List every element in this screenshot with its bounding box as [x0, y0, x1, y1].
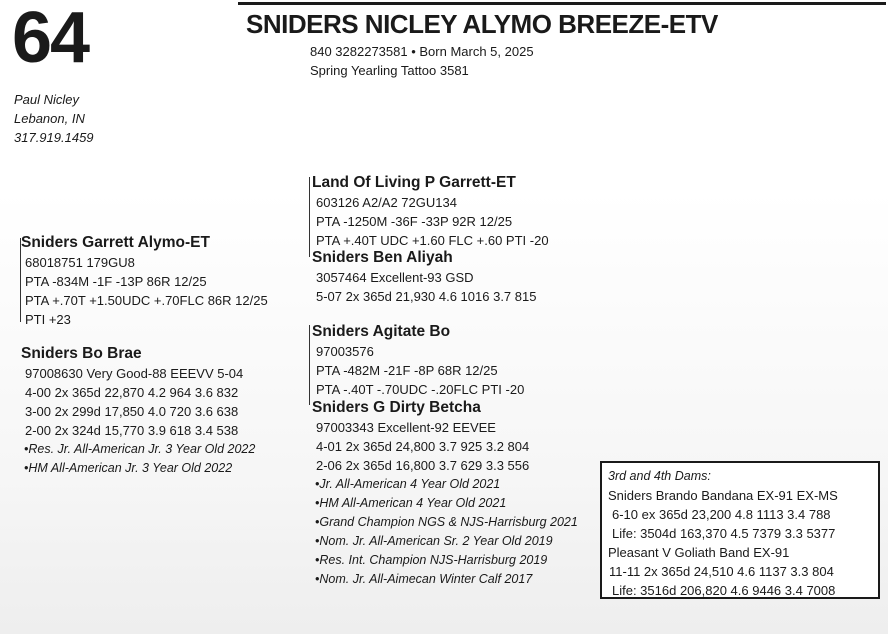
- pedigree-line-dam-sire: [309, 325, 310, 405]
- third-dam-record: 6-10 ex 365d 23,200 4.8 1113 3.4 788: [612, 507, 831, 522]
- dam-dam-award: •HM All-American 4 Year Old 2021: [315, 496, 507, 510]
- dam-registration: 97008630 Very Good-88 EEEVV 5-04: [25, 366, 244, 381]
- header-rule: [238, 2, 886, 5]
- dam-dam-record: 2-06 2x 365d 16,800 3.7 629 3.3 556: [316, 458, 530, 473]
- dam-sire-pta-type: PTA -.40T -.70UDC -.20FLC PTI -20: [316, 382, 525, 397]
- consignor-location: Lebanon, IN: [14, 111, 85, 126]
- sire-sire-block: [312, 173, 549, 250]
- dam-dam-registration: 97003343 Excellent-92 EEVEE: [316, 420, 496, 435]
- fourth-dam-lifetime: Life: 3516d 206,820 4.6 9446 3.4 7008: [612, 583, 836, 598]
- third-dam-name: Sniders Brando Bandana EX-91 EX-MS: [608, 488, 838, 503]
- sire-block: [21, 233, 268, 329]
- sire-pta-production: PTA -834M -1F -13P 86R 12/25: [25, 274, 207, 289]
- dam-dam-award: •Nom. Jr. All-American Sr. 2 Year Old 2019: [315, 534, 553, 548]
- fourth-dam-record: 11-11 2x 365d 24,510 4.6 1137 3.3 804: [609, 564, 834, 579]
- sire-sire-name: Land Of Living P Garrett-ET: [312, 174, 516, 191]
- dam-sire-pta-production: PTA -482M -21F -8P 68R 12/25: [316, 363, 498, 378]
- sire-sire-registration: 603126 A2/A2 72GU134: [316, 195, 457, 210]
- dams-box-title: 3rd and 4th Dams:: [608, 469, 711, 483]
- dam-record: 3-00 2x 299d 17,850 4.0 720 3.6 638: [25, 404, 239, 419]
- dam-award: •HM All-American Jr. 3 Year Old 2022: [24, 461, 233, 475]
- class-line: Spring Yearling Tattoo 3581: [310, 63, 469, 78]
- sire-registration: 68018751 179GU8: [25, 255, 135, 270]
- dam-award: •Res. Jr. All-American Jr. 3 Year Old 2022: [24, 442, 256, 456]
- dam-record: 4-00 2x 365d 22,870 4.2 964 3.6 832: [25, 385, 239, 400]
- dam-dam-award: •Nom. Jr. All-Aimecan Winter Calf 2017: [315, 572, 533, 586]
- sire-name: Sniders Garrett Alymo-ET: [21, 234, 210, 251]
- dam-sire-name: Sniders Agitate Bo: [312, 323, 451, 340]
- dam-dam-award: •Res. Int. Champion NJS-Harrisburg 2019: [315, 553, 548, 567]
- dam-dam-name: Sniders G Dirty Betcha: [312, 399, 481, 416]
- sire-dam-registration: 3057464 Excellent-93 GSD: [316, 270, 474, 285]
- dam-dam-record: 4-01 2x 365d 24,800 3.7 925 3.2 804: [316, 439, 530, 454]
- sire-dam-name: Sniders Ben Aliyah: [312, 249, 453, 266]
- lot-number: 64: [12, 0, 89, 78]
- dam-dam-award: •Jr. All-American 4 Year Old 2021: [315, 477, 501, 491]
- sire-dam-block: [312, 248, 536, 306]
- sire-pti: PTI +23: [25, 312, 71, 327]
- third-dam-lifetime: Life: 3504d 163,370 4.5 7379 3.3 5377: [612, 526, 836, 541]
- dam-block: [21, 344, 255, 478]
- sire-pta-type: PTA +.70T +1.50UDC +.70FLC 86R 12/25: [25, 293, 268, 308]
- consignor-info: [14, 90, 94, 147]
- dam-sire-block: [312, 322, 524, 399]
- sire-sire-pta-type: PTA +.40T UDC +1.60 FLC +.60 PTI -20: [316, 233, 549, 248]
- consignor-phone: 317.919.1459: [14, 130, 94, 145]
- dam-dam-award: •Grand Champion NGS & NJS-Harrisburg 2021: [315, 515, 578, 529]
- dam-name: Sniders Bo Brae: [21, 345, 142, 362]
- fourth-dam-name: Pleasant V Goliath Band EX-91: [608, 545, 790, 560]
- third-fourth-dams-box: [600, 461, 880, 599]
- consignor-name: Paul Nicley: [14, 92, 80, 107]
- id-line: 840 3282273581 • Born March 5, 2025: [310, 44, 534, 59]
- sire-sire-pta-production: PTA -1250M -36F -33P 92R 12/25: [316, 214, 513, 229]
- animal-name: SNIDERS NICLEY ALYMO BREEZE-ETV: [246, 9, 718, 39]
- sire-dam-record: 5-07 2x 365d 21,930 4.6 1016 3.7 815: [316, 289, 537, 304]
- dam-dam-block: [312, 398, 578, 589]
- dam-sire-registration: 97003576: [316, 344, 374, 359]
- pedigree-line-sire-sire: [309, 177, 310, 257]
- dam-record: 2-00 2x 324d 15,770 3.9 618 3.4 538: [25, 423, 239, 438]
